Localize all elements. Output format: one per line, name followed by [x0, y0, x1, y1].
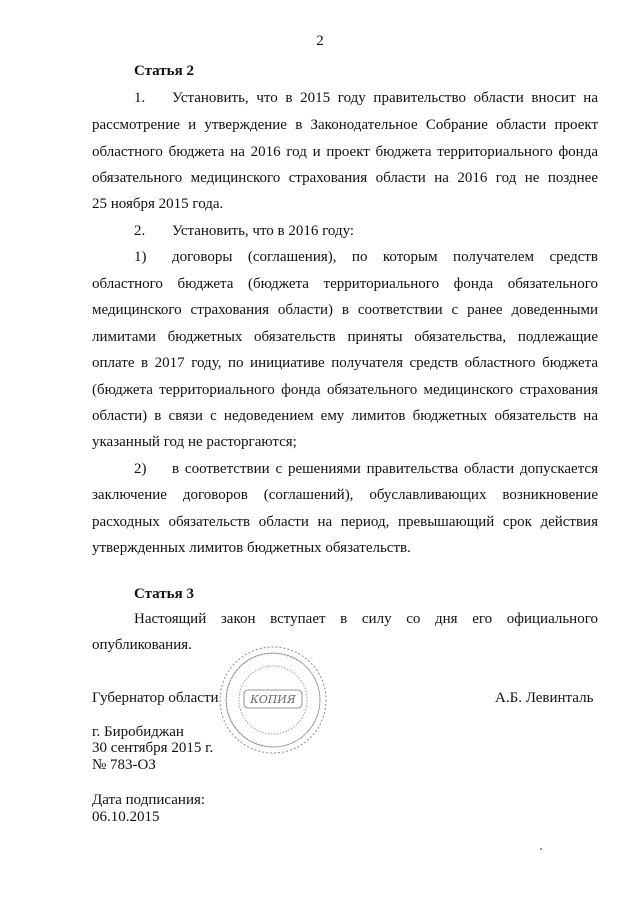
article-2-sub-1-line-7: области) в связи с недоведением ему лимитов бюджетных обязательств на [92, 408, 598, 424]
seal-stamp-icon [208, 640, 338, 760]
signatory-position: Губернатор области [92, 690, 219, 706]
svg-text:······························: ····················································· [223, 649, 301, 751]
article-2-item-1-line-4: обязательного медицинского страхования области на 2016 год не позднее [92, 170, 598, 186]
article-2-sub-2-line-4: утвержденных лимитов бюджетных обязательств. [92, 540, 411, 556]
item-number: 1. [134, 90, 146, 106]
article-3-line-2: опубликования. [92, 637, 192, 653]
article-2-sub-1-line-2: областного бюджета (бюджета территориального фонда обязательного [92, 276, 598, 292]
signing-date-label: Дата подписания: [92, 792, 206, 808]
article-2-heading: Статья 2 [134, 63, 194, 79]
article-2-sub-2-line-3: расходных обязательств области на период, превышающий срок действия [92, 514, 598, 530]
article-2-sub-2-line-2: заключение договоров (соглашений), обуславливающих возникновение [92, 487, 598, 503]
article-2-item-1-line-1: 1. Установить, что в 2015 году правительство области вносит на [134, 90, 598, 106]
law-number: № 783-ОЗ [92, 757, 156, 773]
item-number: 2) [134, 461, 147, 477]
scan-speck [540, 848, 542, 850]
article-2-item-2: 2. Установить, что в 2016 году: [134, 223, 355, 239]
article-2-sub-1-line-8: указанный год не расторгаются; [92, 434, 297, 450]
article-2-sub-1-line-6: (бюджета территориального фонда обязательного медицинского страхования [92, 382, 598, 398]
article-3-line-1: Настоящий закон вступает в силу со дня его официального [134, 611, 598, 627]
signing-date-value: 06.10.2015 [92, 809, 160, 825]
signing-city: г. Биробиджан [92, 724, 184, 740]
signatory-name: А.Б. Левинталь [495, 690, 594, 706]
article-2-sub-1-line-4: лимитами бюджетных обязательств приняты обязательства, подлежащие [92, 329, 598, 345]
article-2-sub-1-line-5: оплате в 2017 году, по инициативе получателя средств областного бюджета [92, 355, 598, 371]
page-number: 2 [316, 33, 324, 49]
article-2-item-1-line-3: областного бюджета на 2016 год и проект бюджета территориального фонда [92, 144, 598, 160]
article-3-heading: Статья 3 [134, 586, 194, 602]
article-2-sub-1-line-1: 1) договоры (соглашения), по которым получателем средств [134, 249, 598, 265]
article-2-item-1-line-2: рассмотрение и утверждение в Законодательное Собрание области проект [92, 117, 598, 133]
item-number: 2. [134, 223, 146, 239]
signing-date: 30 сентября 2015 г. [92, 740, 214, 756]
article-2-sub-2-line-1: 2) в соответствии с решениями правительства области допускается [134, 461, 598, 477]
article-2-sub-1-line-3: медицинского страхования области) в соответствии с ранее доведенными [92, 302, 598, 318]
stamp-center-text: КОПИЯ [250, 693, 296, 706]
article-2-item-1-line-5: 25 ноября 2015 года. [92, 196, 224, 212]
item-number: 1) [134, 249, 147, 265]
